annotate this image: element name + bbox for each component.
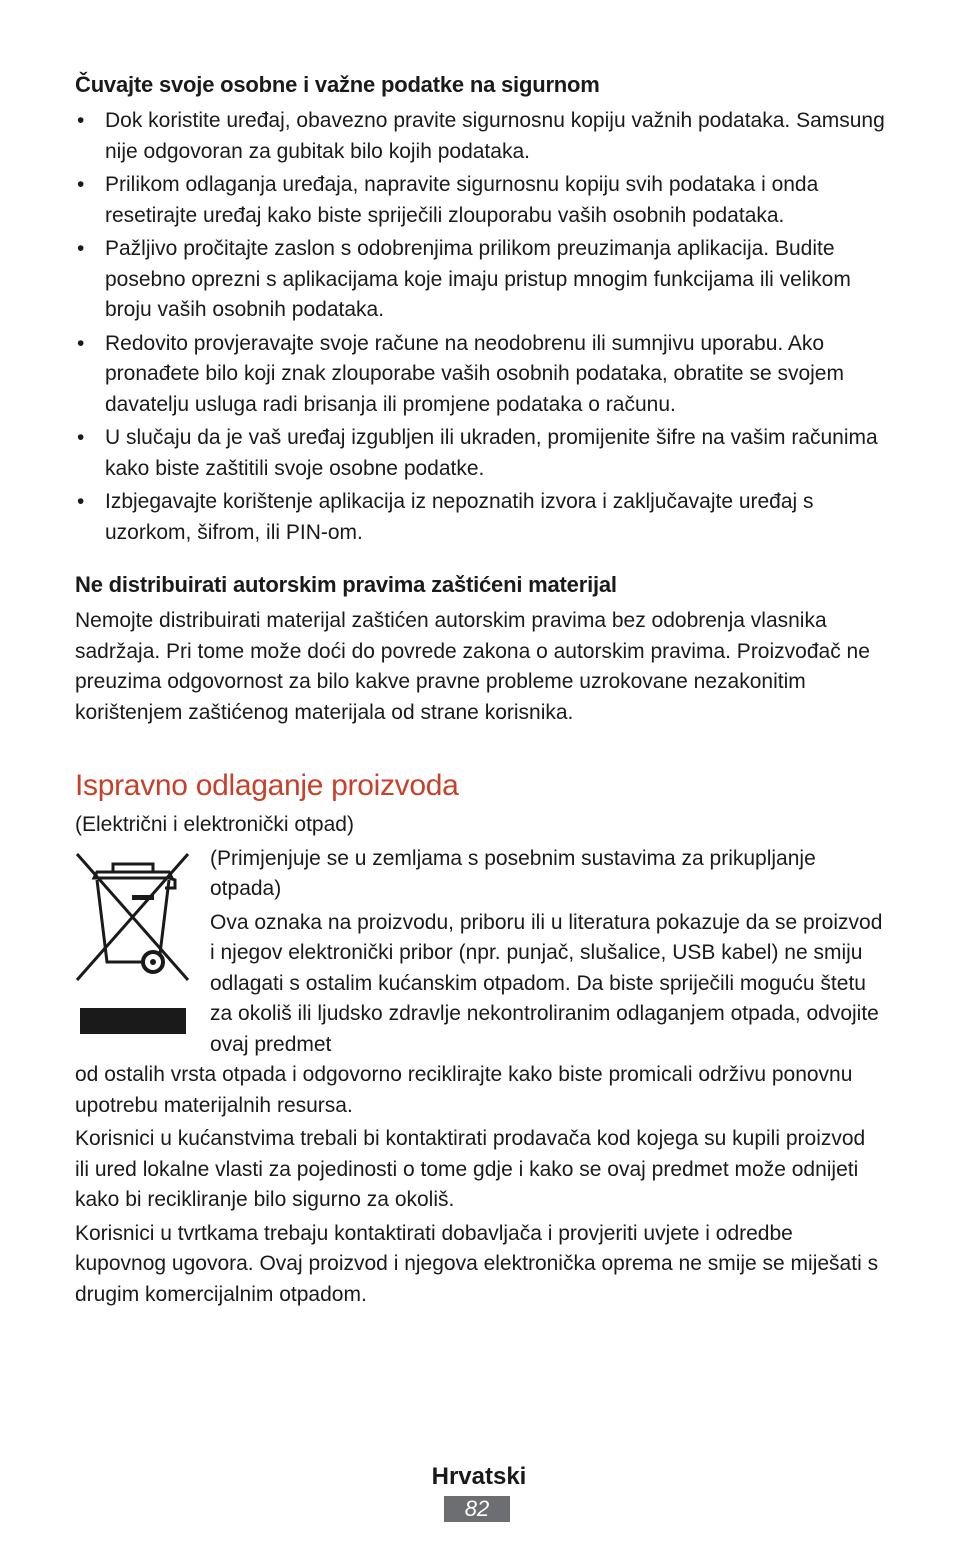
household-users-paragraph: Korisnici u kućanstvima trebali bi kontaktirati prodavača kod kojega su kupili proizvod ili ured lokalne vlasti za pojedinosti o tome gdje i kako se ovaj predmet može odnijeti kako bi recikliranje bilo sigurno za okoliš. — [75, 1127, 866, 1211]
list-item-text: Dok koristite uređaj, obavezno pravite sigurnosnu kopiju važnih podataka. Samsung nije odgovoran za gubitak bilo kojih podataka. — [105, 109, 885, 163]
section-title-disposal: Ispravno odlaganje proizvoda — [75, 769, 459, 802]
list-item — [75, 106, 885, 167]
weee-marking-continued: od ostalih vrsta otpada i odgovorno reciklirajte kako biste promicali održivu ponovnu upotrebu materijalnih resursa. — [75, 1063, 853, 1117]
list-item — [75, 329, 885, 421]
page-footer — [0, 1462, 954, 1522]
weee-marking-description: Ova oznaka na proizvodu, priboru ili u literatura pokazuje da se proizvod i njegov elektronički pribor (npr. punjač, slušalice, USB kabel) ne smiju odlagati s ostalim kućanskim otpadom. Da biste spriječili moguću štetu za okoliš ili ljudsko zdravlje nekontroliranim odlaganjem otpada, odvojite ovaj predmet — [210, 910, 883, 1056]
bullet-icon: • — [77, 237, 85, 260]
bullet-icon: • — [77, 331, 85, 355]
list-item — [75, 423, 885, 484]
list-item — [75, 234, 885, 326]
list-item-text: Prilikom odlaganja uređaja, napravite sigurnosnu kopiju svih podataka i onda resetirajte uređaj kako biste spriječili zlouporabu vaših osobnih podataka. — [105, 173, 819, 227]
list-item-text: Pažljivo pročitajte zaslon s odobrenjima prilikom preuzimanja aplikacija. Budite posebno oprezni s aplikacijama koje imaju pristup mnogim funkcijama ili velikom broju vaših osobnih podataka. — [105, 237, 851, 321]
list-item-text: U slučaju da je vaš uređaj izgubljen ili ukraden, promijenite šifre na vašim računima kako biste zaštitili svoje osobne podatke. — [105, 426, 878, 480]
document-page — [75, 70, 885, 1313]
list-item-text: Redovito provjeravajte svoje račune na neodobrenu ili sumnjivu uporabu. Ako pronađete bilo koji znak zlouporabe vaših osobnih podataka, obratite se svojem davatelju usluga radi brisanja ili promjene podataka o računu. — [105, 331, 844, 416]
crossed-out-wheelie-bin-icon — [75, 850, 190, 1040]
weee-block — [75, 844, 885, 1061]
list-item-text: Izbjegavajte korištenje aplikacija iz nepoznatih izvora i zaključavajte uređaj s uzorkom, šifrom, ili PIN-om. — [105, 490, 814, 544]
weee-text — [210, 844, 885, 1061]
security-tips-list — [75, 106, 885, 548]
bullet-icon: • — [77, 426, 85, 449]
footer-language: Hrvatski — [431, 1463, 527, 1490]
weee-applicability: (Primjenjuje se u zemljama s posebnim sustavima za prikupljanje otpada) — [210, 846, 816, 900]
section-heading-data-security: Čuvajte svoje osobne i važne podatke na sigurnom — [75, 72, 600, 97]
section-heading-copyright: Ne distribuirati autorskim pravima zaštićeni materijal — [75, 572, 617, 597]
list-item — [75, 170, 885, 231]
disposal-subtitle: (Električni i elektronički otpad) — [75, 813, 354, 836]
bullet-icon: • — [77, 173, 85, 196]
copyright-paragraph: Nemojte distribuirati materijal zaštićen autorskim pravima bez odobrenja vlasnika sadržaja. Pri tome može doći do povrede zakona o autorskim pravima. Proizvođač ne preuzima odgovornost za bilo kakve pravne probleme uzrokovane nezakonitim korištenjem zaštićenog materijala od strane korisnika. — [75, 609, 870, 724]
business-users-paragraph: Korisnici u tvrtkama trebaju kontaktirati dobavljača i provjeriti uvjete i odredbe kupovnog ugovora. Ovaj proizvod i njegova elektronička oprema ne smije se miješati s drugim komercijalnim otpadom. — [75, 1221, 879, 1306]
bullet-icon: • — [77, 490, 85, 513]
page-number-badge: 82 — [444, 1496, 510, 1522]
bullet-icon: • — [77, 109, 85, 132]
list-item — [75, 487, 885, 548]
